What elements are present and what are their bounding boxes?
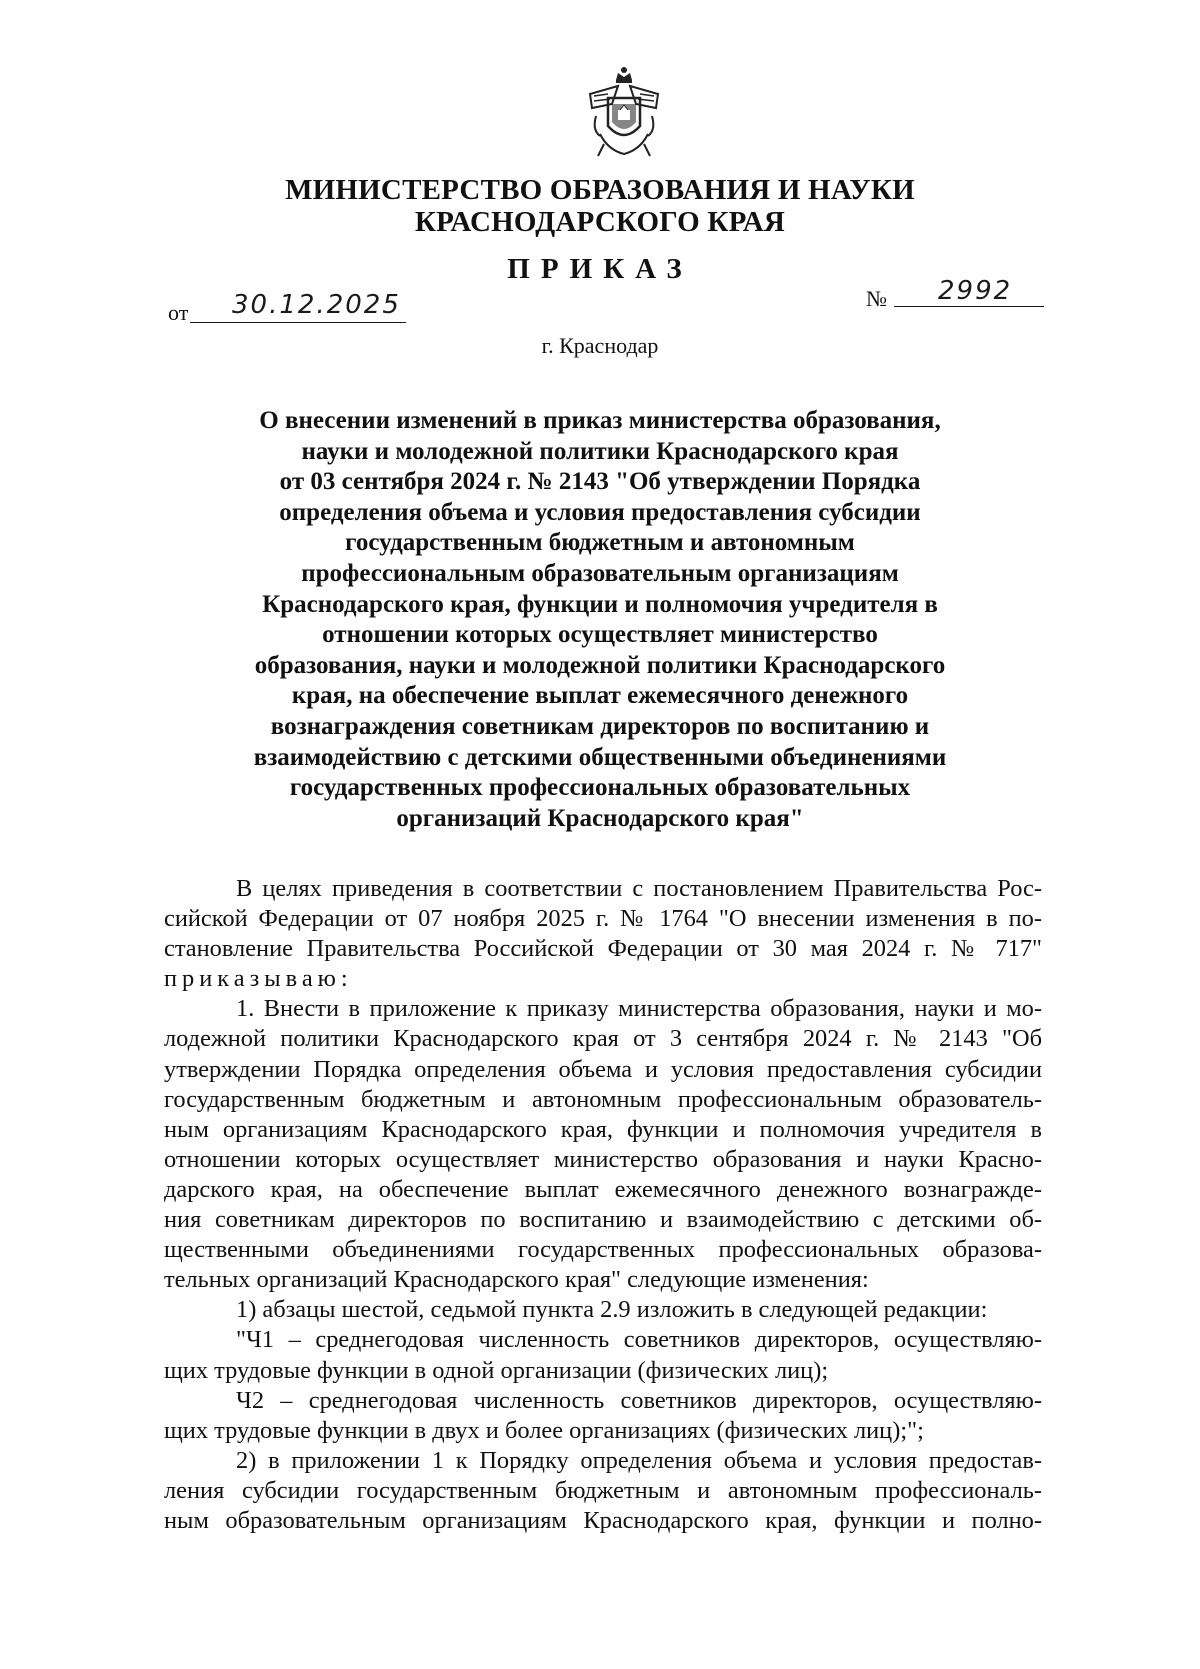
heading-line: от 03 сентября 2024 г. № 2143 "Об утверждении Порядка	[279, 468, 921, 496]
number-underline	[894, 306, 1044, 307]
city: г. Краснодар	[541, 333, 659, 358]
number-label: №	[866, 286, 887, 311]
body-line: приказываю:	[164, 965, 353, 993]
heading-line: государственным бюджетным и автономным	[345, 529, 855, 557]
heading-line: края, на обеспечение выплат ежемесячного денежного	[291, 682, 909, 710]
heading-line: Краснодарского края, функции и полномочия учредителя в	[262, 590, 938, 618]
date-label: от	[168, 300, 189, 325]
handwritten-number: 2992	[938, 276, 1013, 306]
ministry-name-line2: КРАСНОДАРСКОГО КРАЯ	[414, 206, 786, 238]
heading-line: образования, науки и молодежной политики Краснодарского	[254, 651, 946, 679]
body-line: 2) в приложении 1 к Порядку определения объема и условия предостав-	[236, 1446, 1042, 1474]
heading-line: науки и молодежной политики Краснодарского края	[301, 437, 899, 465]
body-line: ным организациям Краснодарского края, функции и полномочия учредителя в	[164, 1115, 1042, 1143]
heading-line: организаций Краснодарского края"	[396, 804, 804, 832]
heading-line: профессиональным образовательным организациям	[301, 559, 899, 587]
handwritten-date: 30.12.2025	[232, 290, 401, 320]
body-line: сийской Федерации от 07 ноября 2025 г. № 1764 "О внесении изменения в по-	[164, 905, 1042, 933]
body-line: 1. Внести в приложение к приказу министерства образования, науки и мо-	[236, 995, 1042, 1023]
body-line: щих трудовые функции в одной организации (физических лиц);	[164, 1356, 829, 1384]
body-line: "Ч1 – среднегодовая численность советников директоров, осуществляю-	[236, 1326, 1042, 1354]
body-line: становление Правительства Российской Федерации от 30 мая 2024 г. № 717"	[164, 935, 1042, 963]
body-line: 1) абзацы шестой, седьмой пункта 2.9 изложить в следующей редакции:	[236, 1296, 988, 1324]
krasnodar-coat-of-arms-icon	[582, 64, 666, 160]
body-line: утверждении Порядка определения объема и условия предоставления субсидии	[164, 1055, 1042, 1083]
order-title: ПРИКАЗ	[507, 253, 693, 285]
heading-line: вознаграждения советникам директоров по воспитанию и	[270, 712, 930, 740]
date-underline	[190, 322, 406, 323]
ministry-name-line1: МИНИСТЕРСТВО ОБРАЗОВАНИЯ И НАУКИ	[285, 174, 915, 206]
body-line: ным образовательным организациям Краснодарского края, функции и полно-	[164, 1506, 1042, 1534]
body-line: В целях приведения в соответствии с постановлением Правительства Рос-	[236, 875, 1042, 902]
heading-line: определения объема и условия предоставления субсидии	[279, 498, 921, 526]
heading-line: О внесении изменений в приказ министерства образования,	[259, 407, 941, 434]
order-heading	[215, 406, 985, 834]
order-body	[164, 874, 1042, 1536]
heading-line: взаимодействию с детскими общественными объединениями	[253, 743, 947, 771]
body-line: государственным бюджетным и автономным профессиональным образователь-	[164, 1085, 1042, 1113]
heading-line: государственных профессиональных образовательных	[289, 774, 911, 802]
body-line: ния советникам директоров по воспитанию и взаимодействию с детскими об-	[164, 1206, 1042, 1234]
body-line: ления субсидии государственным бюджетным и автономным профессиональ-	[164, 1476, 1042, 1504]
body-line: лодежной политики Краснодарского края от 3 сентября 2024 г. № 2143 "Об	[164, 1025, 1042, 1053]
body-line: щих трудовые функции в двух и более организациях (физических лиц);";	[164, 1416, 924, 1444]
body-line: щественными объединениями государственных профессиональных образова-	[164, 1236, 1042, 1264]
body-line: отношении которых осуществляет министерство образования и науки Красно-	[164, 1145, 1042, 1173]
body-line: дарского края, на обеспечение выплат ежемесячного денежного вознагражде-	[164, 1175, 1042, 1203]
heading-line: отношении которых осуществляет министерство	[322, 621, 878, 649]
body-line: Ч2 – среднегодовая численность советников директоров, осуществляю-	[236, 1386, 1042, 1414]
body-line: тельных организаций Краснодарского края" следующие изменения:	[164, 1266, 869, 1294]
